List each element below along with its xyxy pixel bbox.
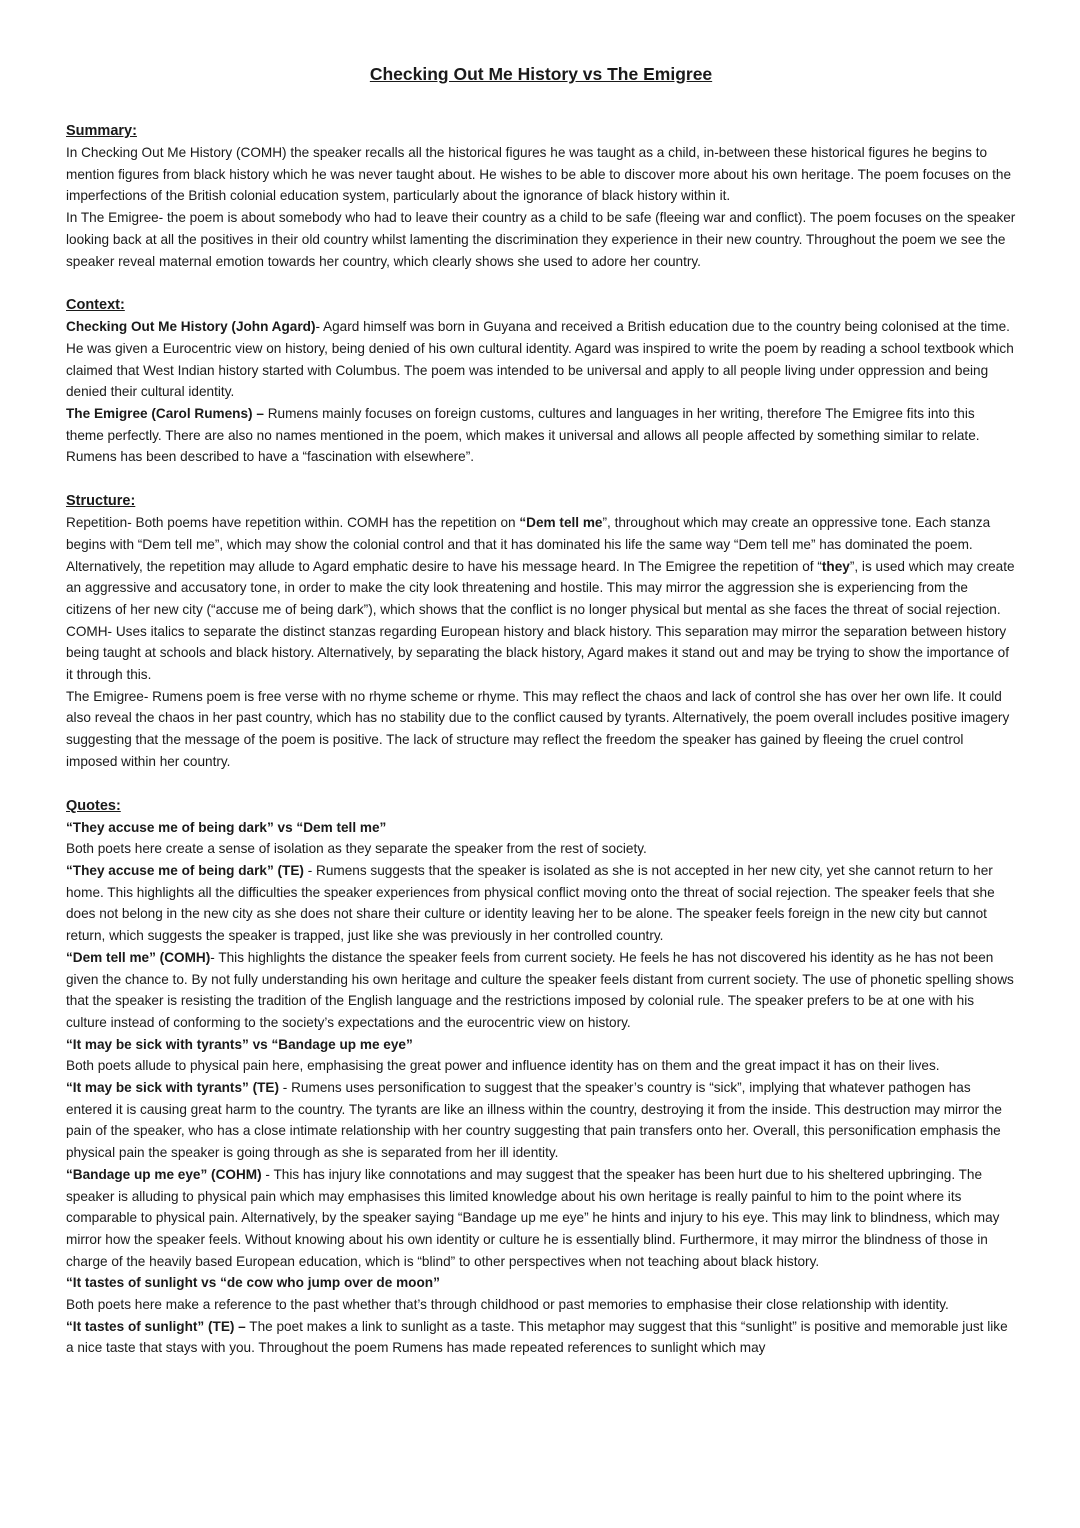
quote-analysis-te-2 [66, 1077, 1016, 1164]
quote-label-comh-1: “Dem tell me” (COMH) [66, 949, 211, 965]
structure-section [66, 490, 1016, 772]
context-heading: Context: [66, 297, 125, 314]
quote-pair-heading-3: “It tastes of sunlight vs “de cow who jump over de moon” [66, 1275, 440, 1291]
context-paragraph-emigree [66, 403, 1016, 468]
quote-pair-intro-3: Both poets here make a reference to the past whether that’s through childhood or past memories to emphasise their close relationship with identity. [66, 1297, 949, 1313]
context-section [66, 294, 1016, 468]
structure-paragraph-emigree: The Emigree- Rumens poem is free verse with no rhyme scheme or rhyme. This may reflect the chaos and lack of control she has over her own life. It could also reveal the chaos in her past country, which has no stability due to the conflict caused by tyrants. Alternatively, the poem overall includes positive imagery suggesting that the message of the poem is positive. The lack of structure may reflect the freedom the speaker has gained by fleeing the cruel control imposed within her country. [66, 688, 1010, 769]
context-emigree-text: Rumens mainly focuses on foreign customs, cultures and languages in her writing, therefore The Emigree fits into this theme perfectly. There are also no names mentioned in the poem, which makes it universal and allows all people affected by something similar to relate. Rumens has been described to have a “fascination with elsewhere”. [66, 406, 980, 465]
context-comh-text: - Agard himself was born in Guyana and received a British education due to the country being colonised at the time. He was given a Eurocentric view on history, being denied of his own cultural identity. Agard was inspired to write the poem by reading a school textbook which claimed that West Indian history started with Columbus. The poem was intended to be universal and apply to all people living under oppression and being denied their cultural identity. [66, 319, 1014, 400]
quote-label-te-3: “It tastes of sunlight” (TE) – [66, 1318, 246, 1334]
context-comh-label: Checking Out Me History (John Agard) [66, 319, 316, 335]
structure-repetition-bold-they: they [821, 558, 850, 574]
quote-label-te-2: “It may be sick with tyrants” (TE) [66, 1080, 280, 1096]
quote-analysis-te-1 [66, 860, 1016, 947]
document-title: Checking Out Me History vs The Emigree [369, 64, 713, 84]
quote-text-te-2: - Rumens uses personification to suggest that the speaker’s country is “sick”, implying that whatever pathogen has entered it is causing great harm to the country. The tyrants are like an illness within the country, destroying it from the inside. This destruction may mirror the pain of the speaker, who has a close intimate relationship with her country suggesting that pain transfers onto her. Overall, this personification emphasis the physical pain the speaker is going through as she is separated from her ill identity. [66, 1080, 1002, 1161]
quote-pair-intro-2: Both poets allude to physical pain here, emphasising the great power and influence identity has on them and the great impact it has on their lives. [66, 1058, 940, 1074]
quotes-section [66, 795, 1016, 1360]
structure-heading: Structure: [66, 493, 136, 510]
quote-pair-heading-2: “It may be sick with tyrants” vs “Bandage up me eye” [66, 1036, 413, 1052]
quote-label-te-1: “They accuse me of being dark” (TE) [66, 862, 304, 878]
structure-repetition-bold-dem: “Dem tell me [519, 515, 603, 531]
structure-paragraph-comh: COMH- Uses italics to separate the distinct stanzas regarding European history and black history. This separation may mirror the separation between history being taught at schools and black history. Alternatively, by separating the black history, Agard makes it stand out and may be trying to show the importance of it through this. [66, 623, 1010, 683]
summary-paragraph-comh: In Checking Out Me History (COMH) the speaker recalls all the historical figures he was taught as a child, in-between these historical figures he begins to mention figures from black history which he was never taught about. He wishes to be able to discover more about his own heritage. The poem focuses on the imperfections of the British colonial education system, particularly about the ignorance of black history within it. [66, 145, 1012, 204]
context-emigree-label: The Emigree (Carol Rumens) – [66, 406, 264, 422]
structure-repetition-text-c: ”, is used which may create an aggressive and accusatory tone, in order to make the city look threatening and hostile. This may mirror the aggression she is experiencing from the citizens of her new city (“accuse me of being dark”), which shows that the conflict is no longer physical but mental as she faces the threat of social rejection. [66, 558, 1015, 617]
structure-repetition-text-b: ”, throughout which may create an oppressive tone. Each stanza begins with “Dem tell me”, which may show the colonial control and that it has dominated his life the same way “Dem tell me” has dominated the poem. Alternatively, the repetition may allude to Agard emphatic desire to have his message heard. In The Emigree the repetition of “ [66, 515, 991, 574]
quote-label-comh-2: “Bandage up me eye” (COHM) [66, 1166, 262, 1182]
quote-text-comh-2: - This has injury like connotations and may suggest that the speaker has been hurt due to his sheltered upbringing. The speaker is alluding to physical pain which may emphasises this limited knowledge about his own heritage is really painful to him to the point where its comparable to physical pain. Alternatively, by the speaker saying “Bandage up me eye” he hints and injury to his eye. This may link to blindness, which may mirror how the speaker feels. Without knowing about his own identity or culture he is essentially blind. Furthermore, it may mirror the blindness of those in charge of the heavily based European education, which is “blind” to other perspectives when not teaching about black history. [66, 1166, 1000, 1269]
quote-analysis-te-3 [66, 1316, 1016, 1359]
quote-analysis-comh-1 [66, 947, 1016, 1034]
summary-heading: Summary: [66, 123, 137, 139]
document-page [66, 62, 1016, 1381]
structure-repetition-text-a: Repetition- Both poems have repetition within. COMH has the repetition on [66, 515, 520, 531]
quote-text-comh-1: - This highlights the distance the speaker feels from current society. He feels he has not discovered his identity as he has not been given the chance to. By not fully understanding his own heritage and culture the speaker feels distant from current society. The use of phonetic spelling shows that the speaker is resisting the tradition of the English language and the restrictions imposed by colonial rule. The speaker prefers to be at one with his culture instead of conforming to the society’s expectations and the eurocentric view on history. [66, 949, 1014, 1030]
quote-pair-intro-1: Both poets here create a sense of isolation as they separate the speaker from the rest of society. [66, 841, 647, 857]
quote-text-te-3: The poet makes a link to sunlight as a taste. This metaphor may suggest that this “sunlight” is positive and memorable just like a nice taste that stays with you. Throughout the poem Rumens has made repeated references to sunlight which may [66, 1318, 1008, 1356]
summary-paragraph-emigree: In The Emigree- the poem is about somebody who had to leave their country as a child to be safe (fleeing war and conflict). The poem focuses on the speaker looking back at all the positives in their old country whilst lamenting the discrimination they experience in their new country. Throughout the poem we see the speaker reveal maternal emotion towards her country, which clearly shows she used to adore her country. [66, 210, 1016, 269]
quote-analysis-comh-2 [66, 1164, 1016, 1273]
context-paragraph-comh [66, 316, 1016, 403]
summary-section [66, 120, 1016, 272]
quotes-heading: Quotes: [66, 797, 121, 814]
quote-text-te-1: - Rumens suggests that the speaker is isolated as she is not accepted in her new city, yet she cannot return to her home. This highlights all the difficulties the speaker experiences from physical conflict moving onto the threat of social rejection. The speaker feels that she does not belong in the new city as she does not share their culture or identity leaving her to be alone. The speaker feels foreign in the new city but cannot return, which suggests the speaker is trapped, just like she was previously in her controlled country. [66, 862, 995, 944]
quote-pair-heading-1: “They accuse me of being dark” vs “Dem tell me” [66, 819, 387, 835]
structure-paragraph-repetition [66, 512, 1016, 621]
